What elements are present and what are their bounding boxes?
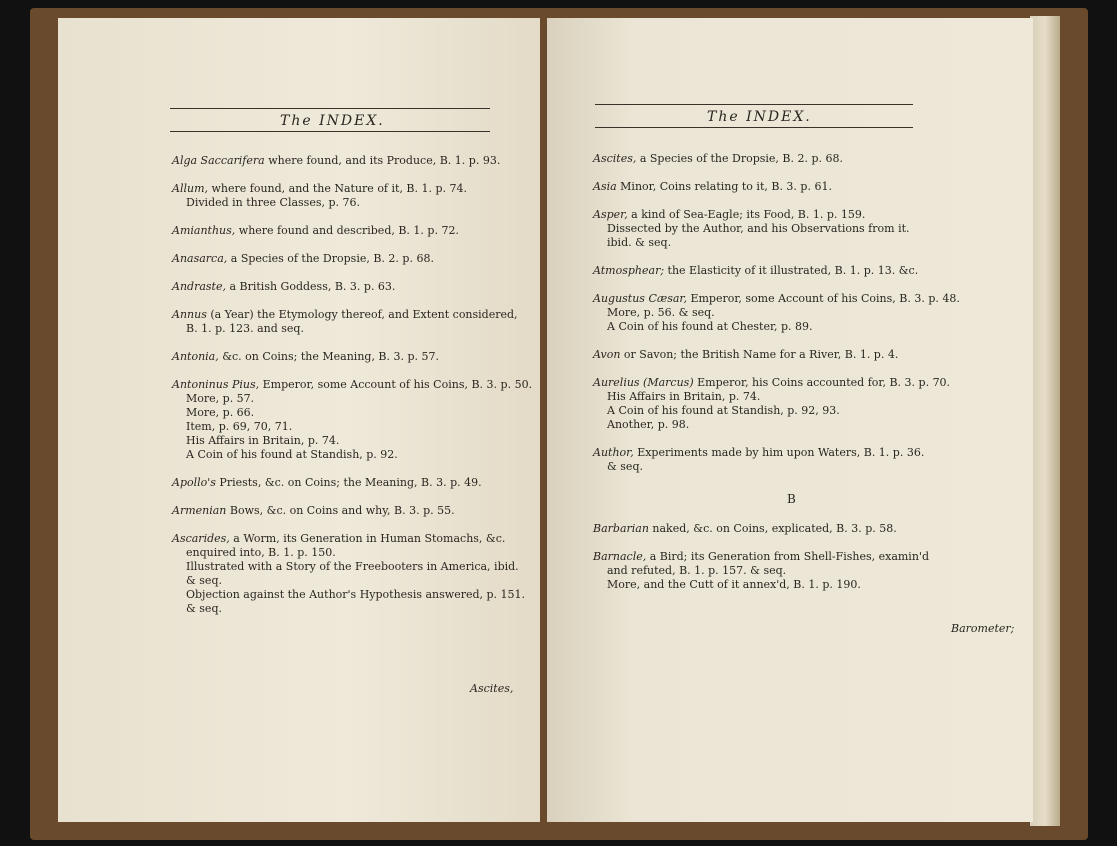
index-subentry: More, p. 66. bbox=[186, 406, 255, 419]
index-entry bbox=[172, 280, 395, 294]
entry-head: Allum, bbox=[172, 182, 208, 195]
index-subentry: Item, p. 69, 70, 71. bbox=[186, 420, 293, 433]
index-subentry: enquired into, B. 1. p. 150. bbox=[186, 546, 336, 559]
entry-text: Bows, &c. on Coins and why, B. 3. p. 55. bbox=[226, 504, 455, 517]
entry-head: Anasarca, bbox=[172, 252, 228, 265]
index-entry bbox=[593, 208, 865, 222]
entry-text: where found, and its Produce, B. 1. p. 93. bbox=[264, 154, 501, 167]
entry-head: Ascarides, bbox=[172, 532, 230, 545]
entry-text: a Bird; its Generation from Shell-Fishes, examin'd bbox=[646, 550, 929, 563]
entry-head: Andraste, bbox=[172, 280, 226, 293]
entry-text: Priests, &c. on Coins; the Meaning, B. 3. p. 49. bbox=[215, 476, 482, 489]
index-entry bbox=[172, 182, 467, 196]
entry-text: a British Goddess, B. 3. p. 63. bbox=[225, 280, 396, 293]
entry-head: Atmosphear; bbox=[593, 264, 665, 277]
entry-head: Barbarian bbox=[593, 522, 649, 535]
running-title: The INDEX. bbox=[707, 109, 812, 125]
index-subentry: More, and the Cutt of it annex'd, B. 1. p. 190. bbox=[607, 578, 861, 591]
entry-head: Alga Saccarifera bbox=[172, 154, 265, 167]
index-subentry: Objection against the Author's Hypothesis answered, p. 151. bbox=[186, 588, 526, 601]
index-subentry: B. 1. p. 123. and seq. bbox=[186, 322, 304, 335]
entry-text: Experiments made by him upon Waters, B. 1. p. 36. bbox=[633, 446, 925, 459]
index-subentry: A Coin of his found at Standish, p. 92, 93. bbox=[607, 404, 840, 417]
entry-head: Avon bbox=[593, 348, 621, 361]
entry-head: Apollo's bbox=[172, 476, 216, 489]
index-entry bbox=[172, 252, 434, 266]
index-subentry: Divided in three Classes, p. 76. bbox=[186, 196, 360, 209]
index-entry bbox=[172, 378, 532, 392]
index-entry bbox=[593, 152, 843, 166]
index-subentry: & seq. bbox=[607, 460, 643, 473]
page-edges bbox=[1030, 16, 1060, 826]
header-rule-top bbox=[595, 104, 913, 105]
entry-text: where found, and the Nature of it, B. 1. p. 74. bbox=[208, 182, 468, 195]
index-subentry: A Coin of his found at Chester, p. 89. bbox=[607, 320, 813, 333]
entry-head: Augustus Cæsar, bbox=[593, 292, 687, 305]
entry-head: Aurelius (Marcus) bbox=[593, 376, 694, 389]
header-rule-bottom bbox=[595, 127, 913, 128]
index-subentry: & seq. bbox=[186, 602, 222, 615]
entry-text: Emperor, his Coins accounted for, B. 3. p. 70. bbox=[693, 376, 951, 389]
entry-head: Ascites, bbox=[593, 152, 637, 165]
index-entry bbox=[593, 264, 918, 278]
entry-text: or Savon; the British Name for a River, B. 1. p. 4. bbox=[620, 348, 899, 361]
entry-text: Minor, Coins relating to it, B. 3. p. 61. bbox=[616, 180, 832, 193]
catchword: Barometer; bbox=[951, 622, 1015, 635]
header-rule-top bbox=[170, 108, 490, 109]
entry-head: Barnacle, bbox=[593, 550, 647, 563]
entry-text: Emperor, some Account of his Coins, B. 3. p. 48. bbox=[686, 292, 960, 305]
entry-text: Emperor, some Account of his Coins, B. 3. p. 50. bbox=[259, 378, 533, 391]
entry-text: &c. on Coins; the Meaning, B. 3. p. 57. bbox=[218, 350, 440, 363]
index-subentry: Another, p. 98. bbox=[607, 418, 690, 431]
index-entry bbox=[593, 376, 950, 390]
entry-text: a kind of Sea-Eagle; its Food, B. 1. p. 159. bbox=[627, 208, 866, 221]
entry-text: naked, &c. on Coins, explicated, B. 3. p. 58. bbox=[648, 522, 897, 535]
entry-head: Annus bbox=[172, 308, 207, 321]
index-subentry: ibid. & seq. bbox=[607, 236, 672, 249]
entry-text: a Species of the Dropsie, B. 2. p. 68. bbox=[227, 252, 434, 265]
entry-text: a Species of the Dropsie, B. 2. p. 68. bbox=[636, 152, 844, 165]
entry-head: Antonia, bbox=[172, 350, 219, 363]
entry-head: Antoninus Pius, bbox=[172, 378, 260, 391]
index-subentry: and refuted, B. 1. p. 157. & seq. bbox=[607, 564, 787, 577]
entry-head: Armenian bbox=[172, 504, 227, 517]
catchword: Ascites, bbox=[470, 682, 514, 695]
index-entry bbox=[172, 476, 482, 490]
entry-text: where found and described, B. 1. p. 72. bbox=[235, 224, 459, 237]
running-title: The INDEX. bbox=[280, 113, 385, 129]
index-subentry: & seq. bbox=[186, 574, 222, 587]
right-page bbox=[547, 18, 1033, 822]
index-entry bbox=[593, 522, 897, 536]
header-rule-bottom bbox=[170, 131, 490, 132]
entry-head: Asper, bbox=[593, 208, 628, 221]
index-entry bbox=[172, 504, 455, 518]
entry-text: (a Year) the Etymology thereof, and Extent considered, bbox=[206, 308, 518, 321]
index-subentry: Dissected by the Author, and his Observations from it. bbox=[607, 222, 910, 235]
index-subentry: Illustrated with a Story of the Freebooters in America, ibid. bbox=[186, 560, 519, 573]
index-entry bbox=[172, 350, 439, 364]
index-subentry: More, p. 57. bbox=[186, 392, 255, 405]
index-subentry: His Affairs in Britain, p. 74. bbox=[186, 434, 340, 447]
left-page bbox=[58, 18, 540, 822]
index-subentry: A Coin of his found at Standish, p. 92. bbox=[186, 448, 398, 461]
index-entry bbox=[172, 532, 505, 546]
index-entry bbox=[172, 154, 500, 168]
index-subentry: His Affairs in Britain, p. 74. bbox=[607, 390, 761, 403]
entry-text: the Elasticity of it illustrated, B. 1. p. 13. &c. bbox=[664, 264, 919, 277]
index-entry bbox=[593, 348, 898, 362]
entry-text: a Worm, its Generation in Human Stomachs, &c. bbox=[229, 532, 506, 545]
index-entry bbox=[593, 180, 832, 194]
section-letter: B bbox=[787, 492, 796, 506]
entry-head: Amianthus, bbox=[172, 224, 236, 237]
index-subentry: More, p. 56. & seq. bbox=[607, 306, 715, 319]
index-entry bbox=[593, 446, 924, 460]
index-entry bbox=[172, 224, 459, 238]
index-entry bbox=[593, 292, 960, 306]
entry-head: Author, bbox=[593, 446, 634, 459]
index-entry bbox=[172, 308, 518, 322]
index-entry bbox=[593, 550, 929, 564]
entry-head: Asia bbox=[593, 180, 617, 193]
